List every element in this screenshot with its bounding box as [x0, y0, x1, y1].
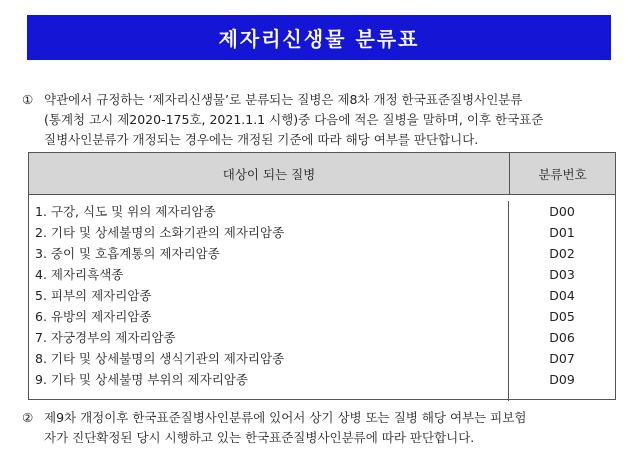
- circled-number-2: ②: [22, 410, 34, 425]
- classification-table: [28, 152, 616, 400]
- table-body: [29, 195, 615, 401]
- table-row-disease: 4. 제자리흑색종: [35, 267, 124, 282]
- table-row-code: D04: [549, 288, 575, 303]
- table-row-disease: 9. 기타 및 상세불명 부위의 제자리암종: [35, 372, 248, 387]
- code-column: [509, 201, 615, 401]
- header-code: 분류번호: [538, 166, 587, 182]
- table-row-disease: 7. 자궁경부의 제자리암종: [35, 330, 176, 345]
- title-banner: [27, 15, 611, 60]
- table-row-code: D03: [549, 267, 575, 282]
- table-row-code: D06: [549, 330, 575, 345]
- table-row-disease: 3. 중이 및 호흡계통의 제자리암종: [35, 246, 220, 261]
- table-row-code: D07: [549, 351, 575, 366]
- table-row-disease: 8. 기타 및 상세불명의 생식기관의 제자리암종: [35, 351, 285, 366]
- paragraph-2-text-1: 제9차 개정이후 한국표준질병사인분류에 있어서 상기 상병 또는 질병 해당 여부는 피보험: [44, 410, 527, 425]
- paragraph-2-line-1: [22, 408, 622, 428]
- table-row-code: D00: [549, 204, 575, 219]
- table-header: [29, 153, 615, 195]
- table-row-disease: 5. 피부의 제자리암종: [35, 288, 152, 303]
- paragraph-1-line-1: [22, 90, 622, 110]
- table-row-code: D05: [549, 309, 575, 324]
- paragraph-2-line-2: 자가 진단확정된 당시 시행하고 있는 한국표준질병사인분류에 따라 판단합니다.: [44, 430, 475, 445]
- table-row-disease: 2. 기타 및 상세불명의 소화기관의 제자리암종: [35, 225, 285, 240]
- paragraph-1-line-2: (통계청 고시 제2020-175호, 2021.1.1 시행)중 다음에 적은 질병을 말하며, 이후 한국표준: [44, 112, 544, 127]
- circled-number-1: ①: [22, 92, 34, 107]
- table-row-code: D02: [549, 246, 575, 261]
- table-row-code: D01: [549, 225, 575, 240]
- paragraph-1: [22, 90, 622, 150]
- disease-column: [29, 201, 509, 401]
- paragraph-1-text-1: 약관에서 규정하는 ‘제자리신생물’로 분류되는 질병은 제8차 개정 한국표준질병사인분류: [44, 92, 523, 107]
- table-row-disease: 1. 구강, 식도 및 위의 제자리암종: [35, 204, 216, 219]
- table-row-disease: 6. 유방의 제자리암종: [35, 309, 152, 324]
- paragraph-2: [22, 408, 622, 448]
- table-row-code: D09: [549, 372, 575, 387]
- paragraph-1-line-3: 질병사인분류가 개정되는 경우에는 개정된 기준에 따라 해당 여부를 판단합니다.: [44, 132, 479, 147]
- page-title: 제자리신생물 분류표: [218, 27, 420, 51]
- header-disease: 대상이 되는 질병: [29, 153, 510, 194]
